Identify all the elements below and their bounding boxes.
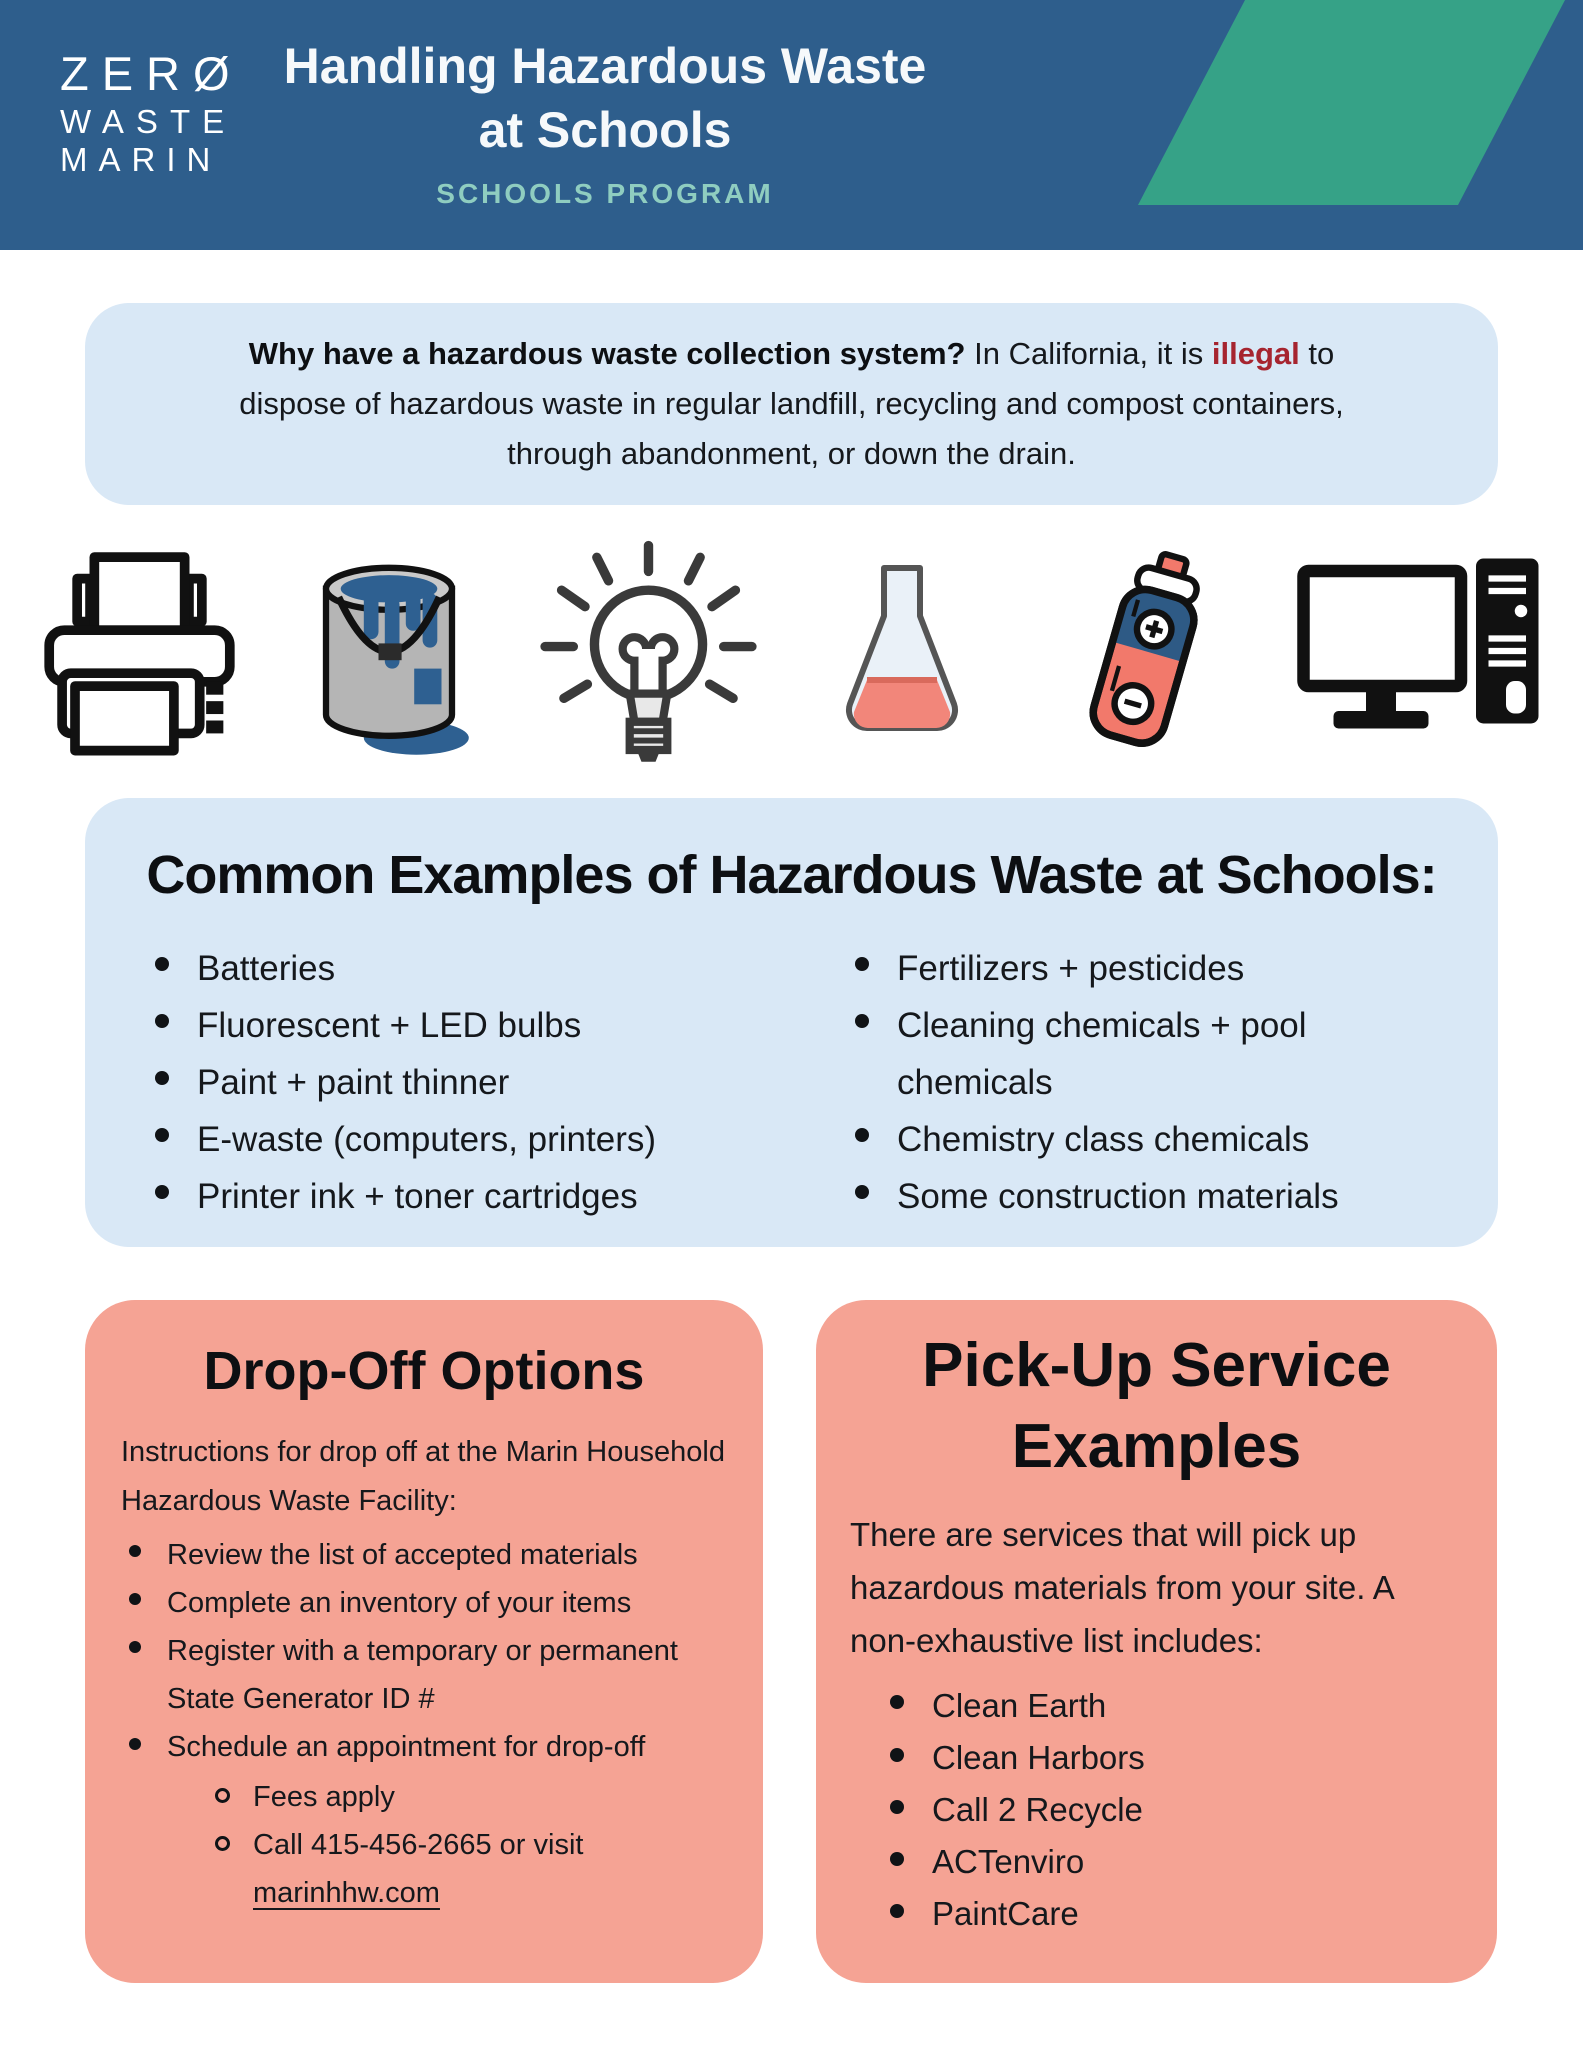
drop-off-heading: Drop-Off Options [203, 1341, 645, 1401]
schools-program-subtitle: SCHOOLS PROGRAM [436, 178, 774, 209]
why-rest-text: to dispose of hazardous waste in regular landfill, recycling and compost containers, through abandonment, or down the drain. [239, 335, 1344, 472]
drop-off-options-box [85, 1300, 763, 1983]
paint-can-icon [284, 531, 494, 781]
printer-icon [32, 531, 247, 781]
why-intro-bold: Why have a hazardous waste collection system? [248, 335, 966, 371]
examples-column-left [145, 940, 845, 1225]
drop-off-list [121, 1531, 681, 1918]
examples-columns [145, 940, 1438, 1225]
sub-list-item: Fees apply [209, 1773, 681, 1821]
pick-up-heading-line-1: Pick-Up Service [922, 1331, 1391, 1400]
example-item: Printer ink + toner cartridges [145, 1168, 845, 1225]
example-item: E-waste (computers, printers) [145, 1111, 845, 1168]
example-item: Fertilizers + pesticides [845, 940, 1438, 997]
example-item: Chemistry class chemicals [845, 1111, 1438, 1168]
pick-up-item: Call 2 Recycle [880, 1784, 1463, 1836]
light-bulb-icon [531, 531, 766, 781]
marinhhw-link[interactable]: marinhhw.com [253, 1877, 440, 1910]
pick-up-intro: There are services that will pick up hazardous materials from your site. A non-exhaustive list includes: [850, 1516, 1393, 1659]
drop-off-item: Complete an inventory of your items [121, 1579, 681, 1627]
sub-list [167, 1773, 681, 1917]
header [0, 0, 1583, 250]
drop-off-item: Schedule an appointment for drop-off Fees apply Call 415-456-2665 or visit marinhhw.com [121, 1723, 681, 1918]
why-text [212, 329, 1372, 480]
title-block [155, 34, 1055, 210]
drop-off-item: Review the list of accepted materials [121, 1531, 681, 1579]
drop-off-item: Register with a temporary or permanent State Generator ID # [121, 1627, 681, 1723]
page-title [155, 34, 1055, 162]
sub-list-item: Call 415-456-2665 or visit marinhhw.com [209, 1821, 681, 1917]
chemistry-flask-icon [802, 531, 1002, 781]
drop-off-intro: Instructions for drop off at the Marin Household Hazardous Waste Facility: [121, 1436, 725, 1518]
common-examples-box [85, 798, 1498, 1247]
why-info-box [85, 303, 1498, 505]
logo-line-waste: WASTE [60, 102, 237, 140]
title-line-2: at Schools [478, 102, 732, 158]
pick-up-item: Clean Harbors [880, 1732, 1463, 1784]
examples-left-list [145, 940, 845, 1225]
logo-line-marin: MARIN [60, 141, 222, 179]
examples-right-list [845, 940, 1438, 1225]
example-item: Batteries [145, 940, 845, 997]
battery-icon [1039, 531, 1254, 781]
pick-up-list [850, 1680, 1463, 1941]
desktop-computer-icon [1291, 531, 1551, 781]
examples-heading: Common Examples of Hazardous Waste at Schools: [146, 845, 1437, 905]
pick-up-heading [850, 1326, 1463, 1487]
pick-up-item: Clean Earth [880, 1680, 1463, 1732]
illegal-word: illegal [1211, 335, 1300, 371]
why-mid-text: In California, it is [965, 335, 1212, 371]
pick-up-item: ACTenviro [880, 1836, 1463, 1888]
example-item: Cleaning chemicals + pool chemicals [845, 997, 1438, 1111]
title-line-1: Handling Hazardous Waste [283, 38, 927, 94]
example-item: Paint + paint thinner [145, 1054, 845, 1111]
logo-line-zero: ZERØ [60, 47, 243, 100]
pick-up-heading-line-2: Examples [1011, 1411, 1302, 1481]
example-item: Some construction materials [845, 1168, 1438, 1225]
example-item: Fluorescent + LED bulbs [145, 997, 845, 1054]
examples-column-right [845, 940, 1438, 1225]
pick-up-service-box [816, 1300, 1497, 1983]
hazardous-items-icon-row [20, 522, 1563, 790]
pick-up-item: PaintCare [880, 1888, 1463, 1940]
